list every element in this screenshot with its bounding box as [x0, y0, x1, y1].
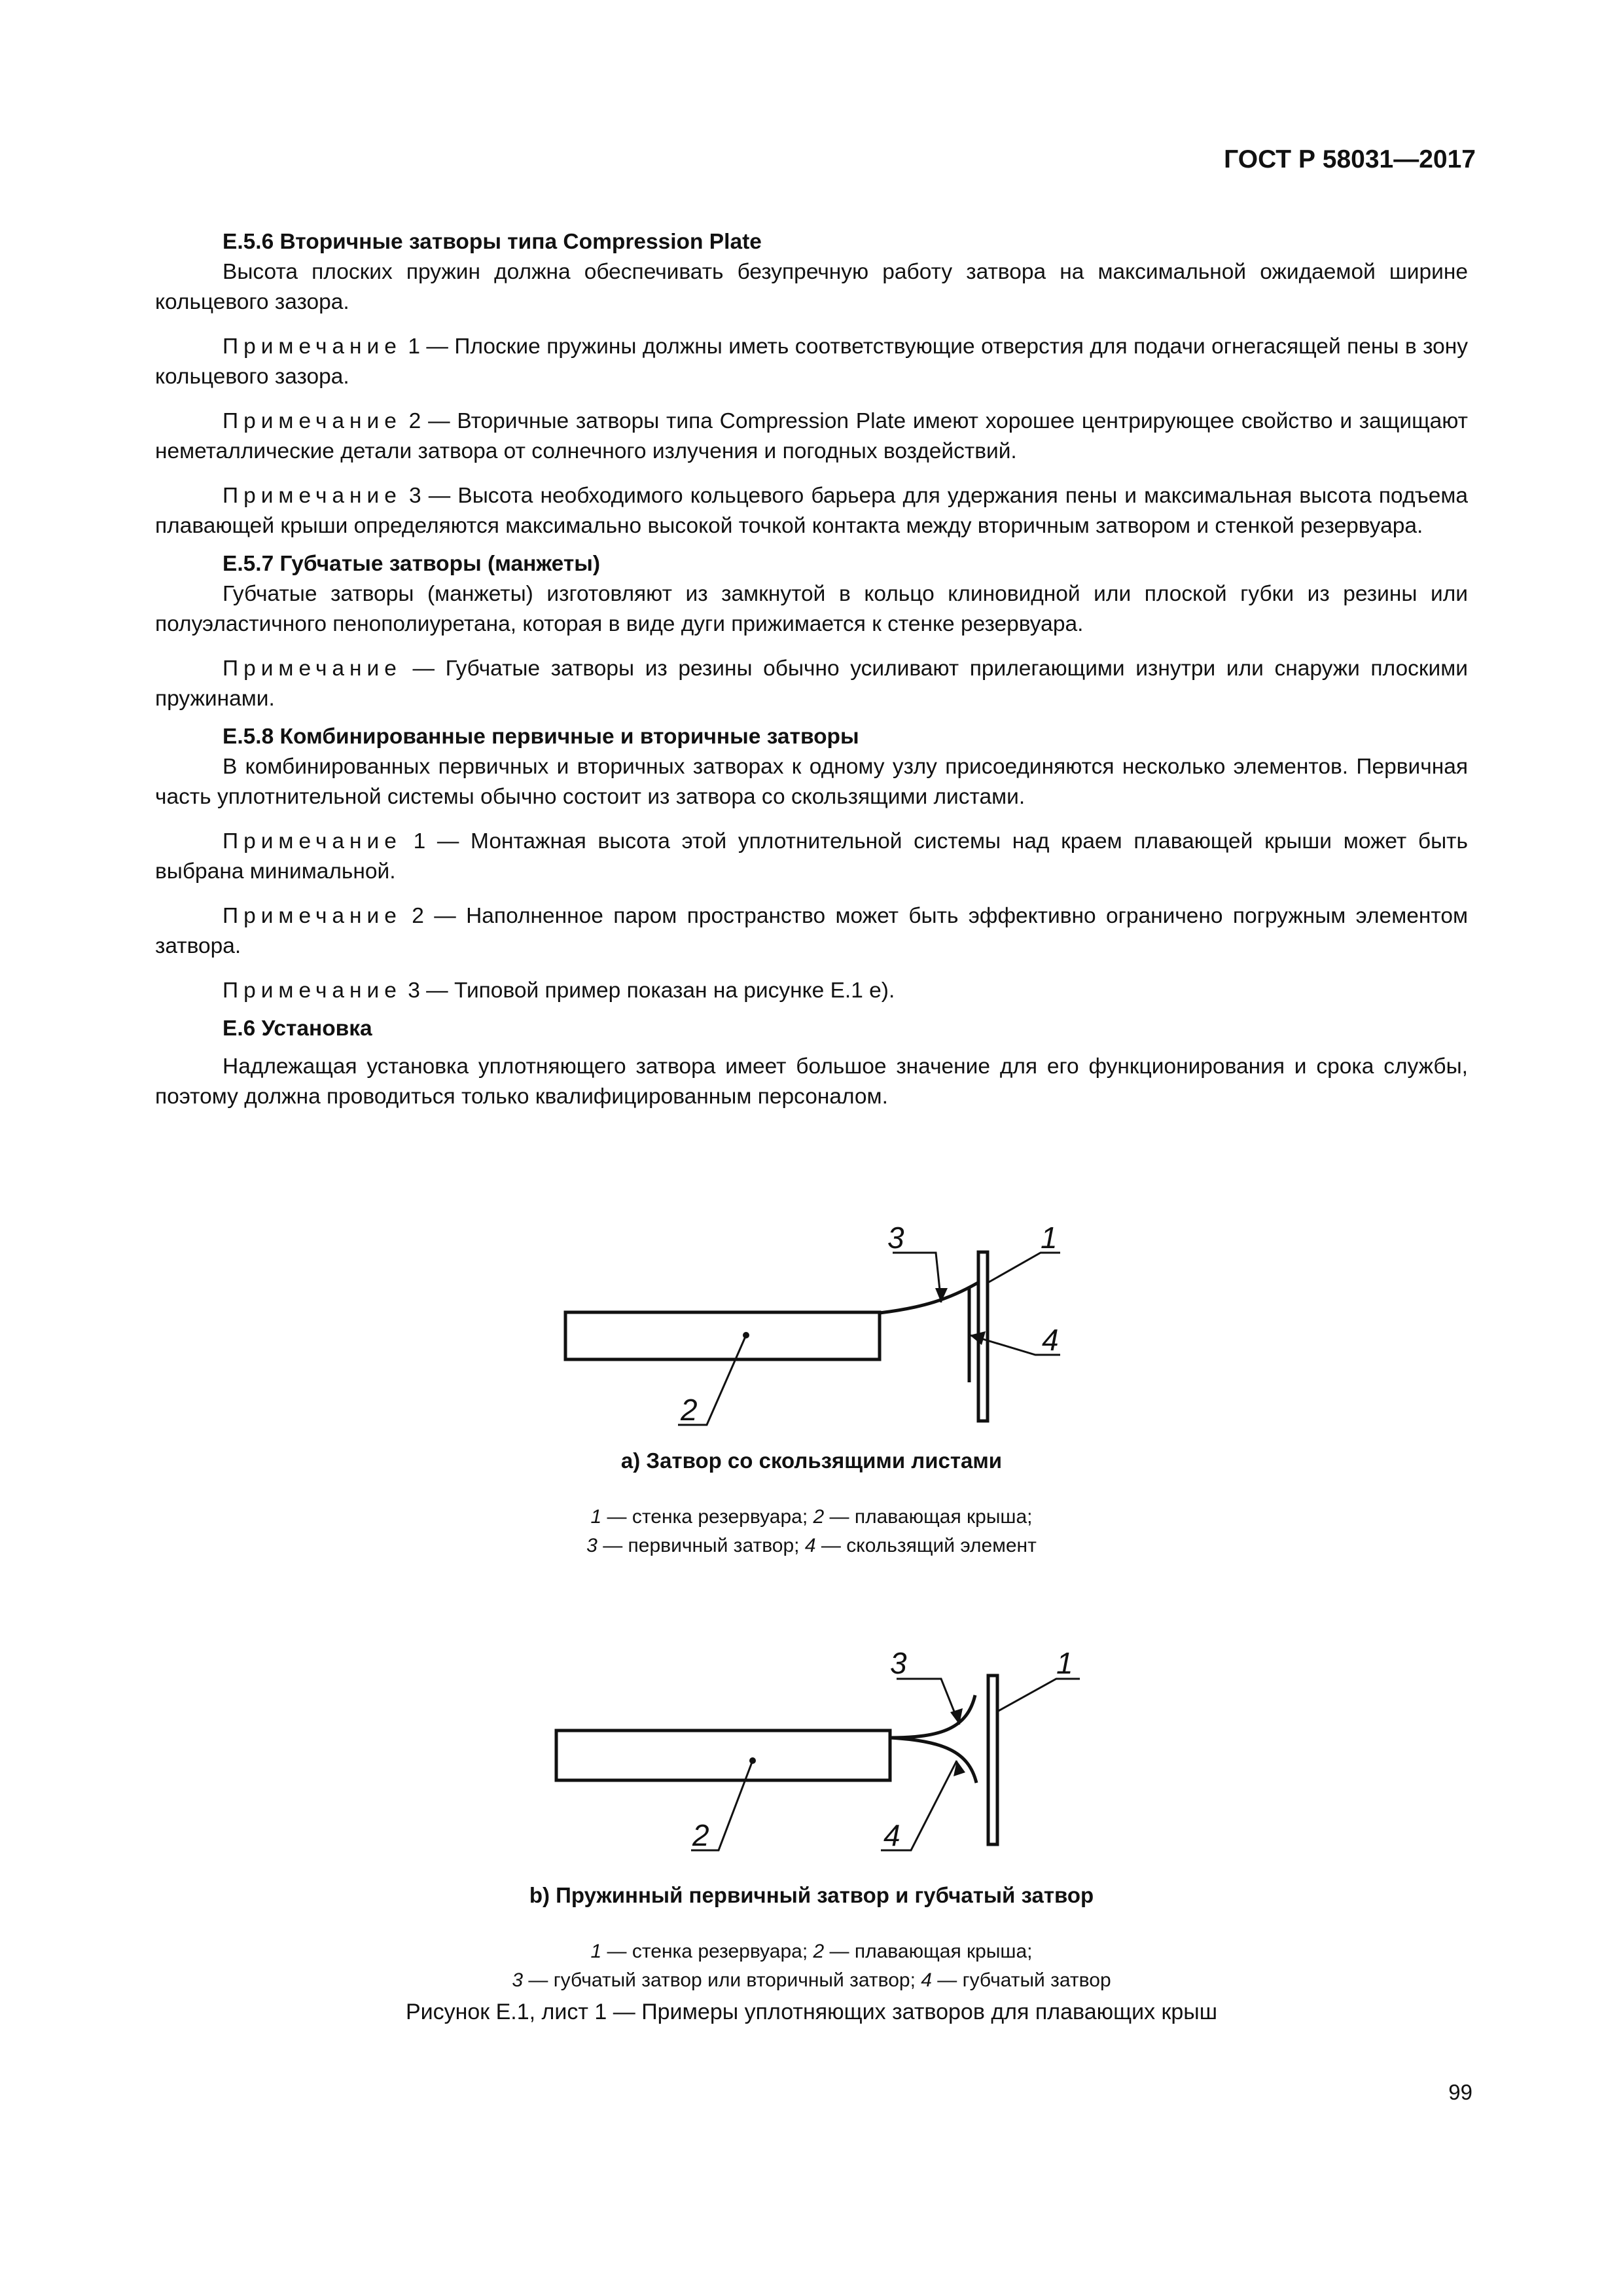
- figure-title: Рисунок Е.1, лист 1 — Примеры уплотняющих затворов для плавающих крыш: [405, 2000, 1218, 2024]
- legend-text: — стенка резервуара;: [607, 1506, 808, 1528]
- section-heading-e56: Е.5.6 Вторичные затворы типа Compression Plate: [223, 230, 762, 254]
- note-text: 3 — Типовой пример показан на рисунке Е.1 е).: [408, 978, 895, 1003]
- legend-num: 4: [921, 1969, 932, 1991]
- legend-text: — плавающая крыша;: [829, 1941, 1033, 1962]
- legend-text: — плавающая крыша;: [829, 1506, 1033, 1528]
- paragraph-e57: Губчатые затворы (манжеты) изготовляют из замкнутой в кольцо клиновидной или плоской губки из резины или полуэластичного пенополиуретана, которая в виде дуги прижимается к стенке резервуара.: [155, 582, 1468, 636]
- figure-b-labels: [692, 1646, 1073, 1852]
- legend-text: — губчатый затвор или вторичный затвор;: [528, 1969, 916, 1991]
- figure-a-caption: а) Затвор со скользящими листами: [620, 1448, 1003, 1473]
- lower-seal: [890, 1738, 976, 1783]
- note-label: Примечание: [223, 334, 402, 359]
- legend-num: 3: [586, 1535, 597, 1556]
- legend-num: 1: [590, 1506, 602, 1528]
- note-label: Примечание: [223, 978, 402, 1003]
- label-3: 3: [890, 1646, 907, 1680]
- note-label: Примечание: [223, 409, 402, 433]
- note-label: Примечание: [223, 656, 402, 681]
- leader-1: [997, 1679, 1080, 1712]
- legend-line: [0, 1966, 1623, 1995]
- leader-dot: [743, 1332, 749, 1338]
- paragraph-e6: Надлежащая установка уплотняющего затвора имеет большое значение для его функционирования и срока службы, поэтому должна проводиться только квалифицированным персоналом.: [155, 1054, 1468, 1109]
- leader-3: [897, 1679, 959, 1725]
- paragraph-e56: Высота плоских пружин должна обеспечивать безупречную работу затвора на максимальной ожидаемой ширине кольцевого зазора.: [155, 260, 1468, 314]
- paragraph-e58: В комбинированных первичных и вторичных затворах к одному узлу присоединяются несколько элементов. Первичная часть уплотнительной системы обычно состоит из затвора со скользящими листами.: [155, 755, 1468, 809]
- figure-a-drawing: [565, 1252, 1060, 1425]
- legend-line: [0, 1937, 1623, 1966]
- label-2: 2: [681, 1393, 698, 1427]
- figure-a-legend: [0, 1503, 1623, 1560]
- legend-text: — губчатый затвор: [937, 1969, 1111, 1991]
- legend-text: — скользящий элемент: [821, 1535, 1037, 1556]
- label-3: 3: [887, 1221, 904, 1255]
- floating-roof: [556, 1731, 890, 1780]
- section-heading-e6: Е.6 Установка: [223, 1016, 372, 1041]
- legend-line: [0, 1532, 1623, 1560]
- figure-b-drawing: [556, 1676, 1080, 1850]
- leader-3: [893, 1253, 941, 1302]
- legend-num: 3: [512, 1969, 524, 1991]
- label-1: 1: [1041, 1221, 1058, 1255]
- note-label: Примечание: [223, 484, 402, 508]
- label-2: 2: [692, 1818, 709, 1852]
- figure-b-caption: b) Пружинный первичный затвор и губчатый затвор: [529, 1883, 1094, 1907]
- legend-line: [0, 1503, 1623, 1532]
- legend-num: 1: [590, 1941, 602, 1962]
- label-4: 4: [883, 1818, 901, 1852]
- note-text: 2 — Наполненное паром пространство может быть эффективно ограничено погружным элементом затвора.: [155, 904, 1468, 958]
- label-4: 4: [1042, 1323, 1059, 1357]
- floating-roof: [565, 1312, 880, 1359]
- note-text: — Губчатые затворы из резины обычно усиливают прилегающими изнутри или снаружи плоскими пружинами.: [155, 656, 1468, 711]
- note-text: 3 — Высота необходимого кольцевого барьера для удержания пены и максимальная высота подъема плавающей крыши определяются максимально высокой точкой контакта между вторичным затвором и стенкой резервуара.: [155, 484, 1468, 538]
- note-text: 1 — Монтажная высота этой уплотнительной системы над краем плавающей крыши может быть выбрана минимальной.: [155, 829, 1468, 884]
- leader-dot: [749, 1757, 756, 1764]
- label-1: 1: [1056, 1646, 1073, 1680]
- note-label: Примечание: [223, 829, 402, 853]
- primary-seal: [880, 1283, 978, 1313]
- upper-seal: [890, 1695, 975, 1738]
- page-number: 99: [1448, 2080, 1472, 2104]
- note-text: 2 — Вторичные затворы типа Compression Plate имеют хорошее центрирующее свойство и защищают неметаллические детали затвора от солнечного излучения и погодных воздействий.: [155, 409, 1468, 463]
- legend-num: 2: [813, 1941, 825, 1962]
- note-label: Примечание: [223, 904, 402, 928]
- standard-number: ГОСТ Р 58031—2017: [1224, 145, 1476, 173]
- figure-b-legend: [0, 1937, 1623, 1995]
- legend-num: 4: [804, 1535, 816, 1556]
- figure-a-labels: [680, 1221, 1059, 1427]
- tank-wall: [988, 1676, 997, 1844]
- leader-1: [988, 1253, 1060, 1283]
- legend-text: — стенка резервуара;: [607, 1941, 808, 1962]
- legend-text: — первичный затвор;: [603, 1535, 800, 1556]
- section-heading-e57: Е.5.7 Губчатые затворы (манжеты): [223, 552, 601, 576]
- section-heading-e58: Е.5.8 Комбинированные первичные и вторичные затворы: [223, 725, 859, 749]
- note-text: 1 — Плоские пружины должны иметь соответствующие отверстия для подачи огнегасящей пены в зону кольцевого зазора.: [155, 334, 1468, 389]
- legend-num: 2: [813, 1506, 825, 1528]
